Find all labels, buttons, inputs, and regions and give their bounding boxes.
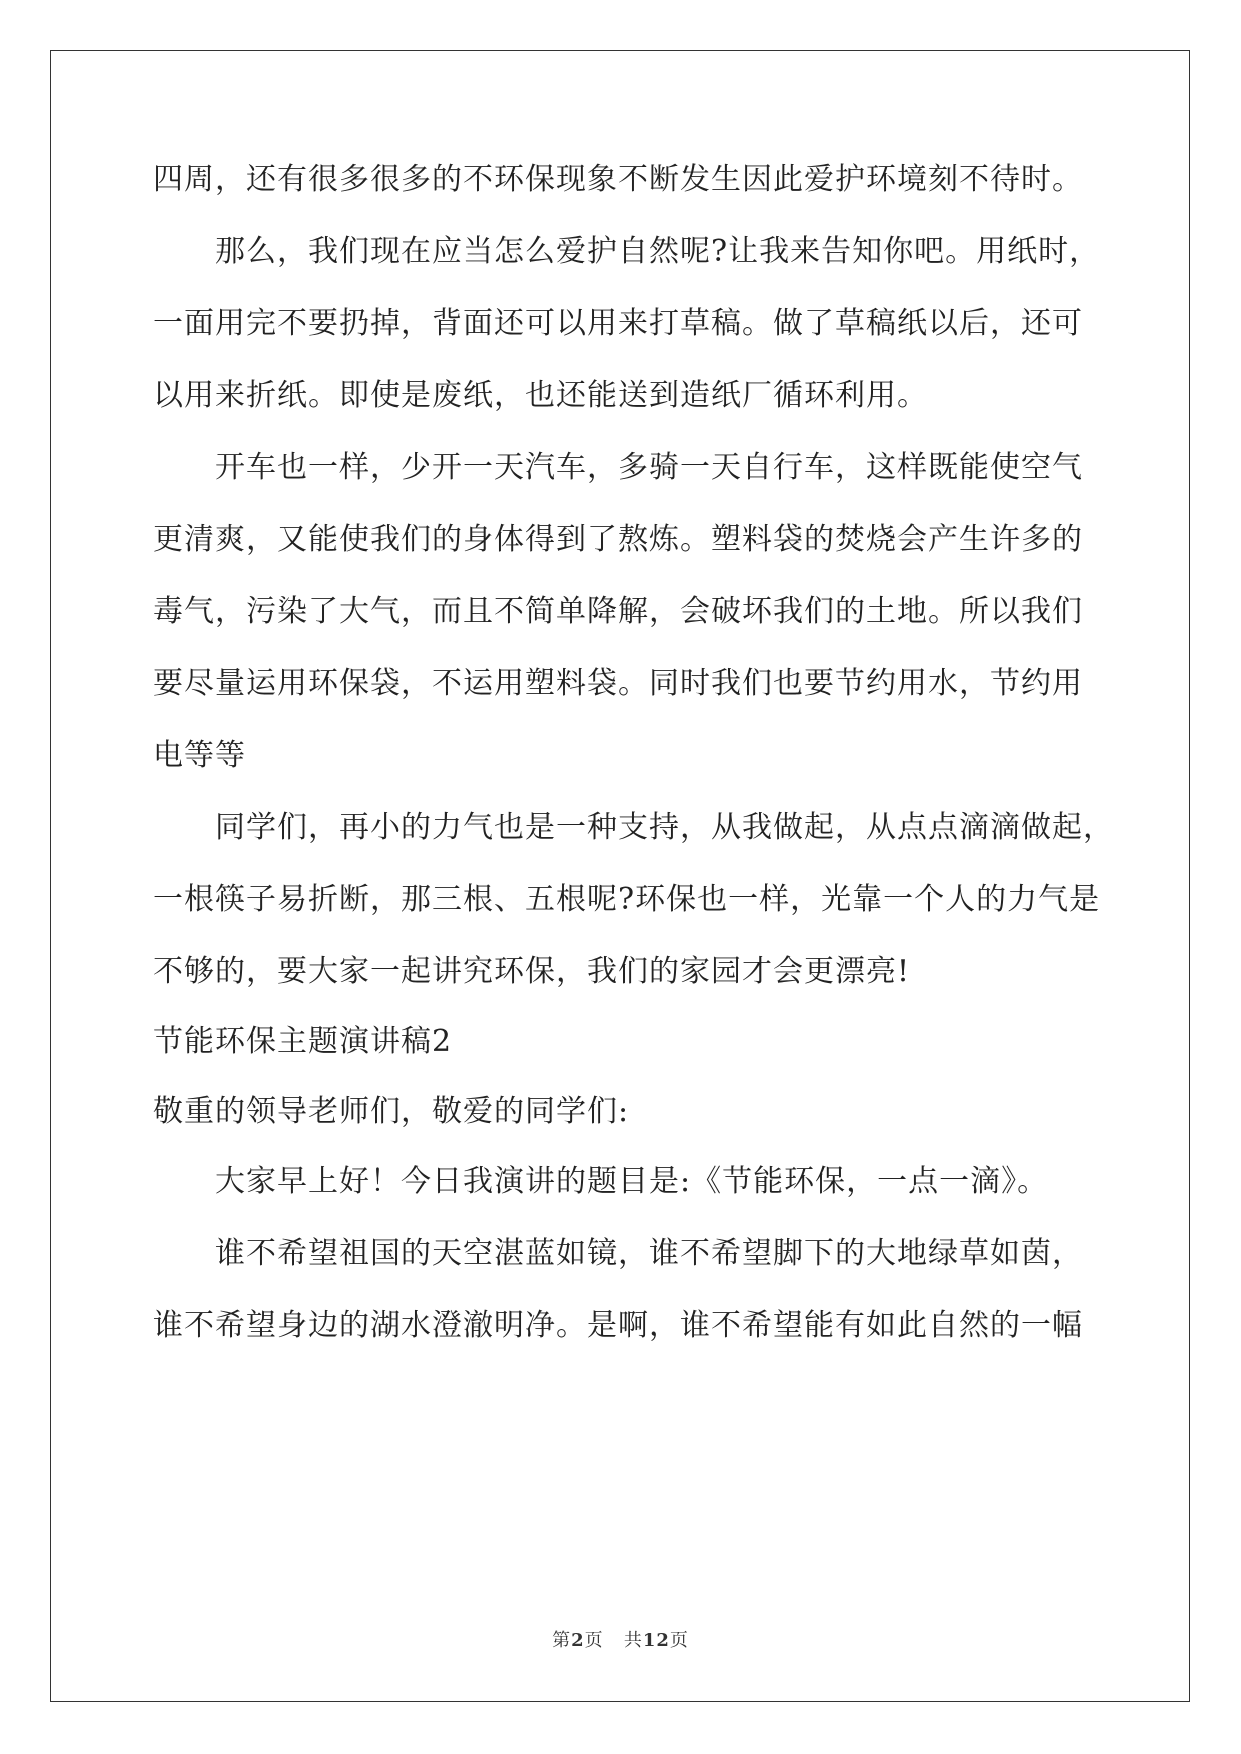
text-line-3: 一面用完不要扔掉，背面还可以用来打草稿。做了草稿纸以后，还可 [153, 306, 1083, 341]
page-label-suffix: 页 [584, 1630, 604, 1651]
total-pages-number: 12 [642, 1630, 670, 1651]
text-line-5: 开车也一样，少开一天汽车，多骑一天自行车，这样既能使空气 [215, 450, 1083, 485]
salutation-line: 敬重的领导老师们，敬爱的同学们: [153, 1094, 630, 1129]
total-label-suffix: 页 [669, 1630, 689, 1651]
text-line-2: 那么，我们现在应当怎么爱护自然呢?让我来告知你吧。用纸时， [215, 234, 1101, 269]
total-label-prefix: 共 [623, 1630, 643, 1651]
text-line-8: 要尽量运用环保袋，不运用塑料袋。同时我们也要节约用水，节约用 [153, 666, 1083, 701]
text-line-12: 不够的，要大家一起讲究环保，我们的家园才会更漂亮! [153, 954, 911, 989]
page-label-prefix: 第 [552, 1630, 572, 1651]
text-line-7: 毒气，污染了大气，而且不简单降解，会破坏我们的土地。所以我们 [153, 594, 1083, 629]
page-frame [50, 50, 1190, 1702]
text-line-9: 电等等 [153, 738, 246, 773]
section-heading: 节能环保主题演讲稿2 [153, 1024, 453, 1059]
text-line-6: 更清爽，又能使我们的身体得到了熬炼。塑料袋的焚烧会产生许多的 [153, 522, 1083, 557]
page-footer [0, 1626, 1241, 1652]
text-line-11: 一根筷子易折断，那三根、五根呢?环保也一样，光靠一个人的力气是 [153, 882, 1101, 917]
text-line-17: 谁不希望身边的湖水澄澈明净。是啊，谁不希望能有如此自然的一幅 [153, 1308, 1083, 1343]
text-line-4: 以用来折纸。即使是废纸，也还能送到造纸厂循环利用。 [153, 378, 928, 413]
text-line-10: 同学们，再小的力气也是一种支持，从我做起，从点点滴滴做起， [215, 810, 1114, 845]
current-page-number: 2 [571, 1630, 585, 1651]
text-line-1: 四周，还有很多很多的不环保现象不断发生因此爱护环境刻不待时。 [153, 162, 1083, 197]
text-line-16: 谁不希望祖国的天空湛蓝如镜，谁不希望脚下的大地绿草如茵， [215, 1236, 1083, 1271]
text-line-15: 大家早上好！今日我演讲的题目是:《节能环保，一点一滴》。 [215, 1164, 1049, 1199]
